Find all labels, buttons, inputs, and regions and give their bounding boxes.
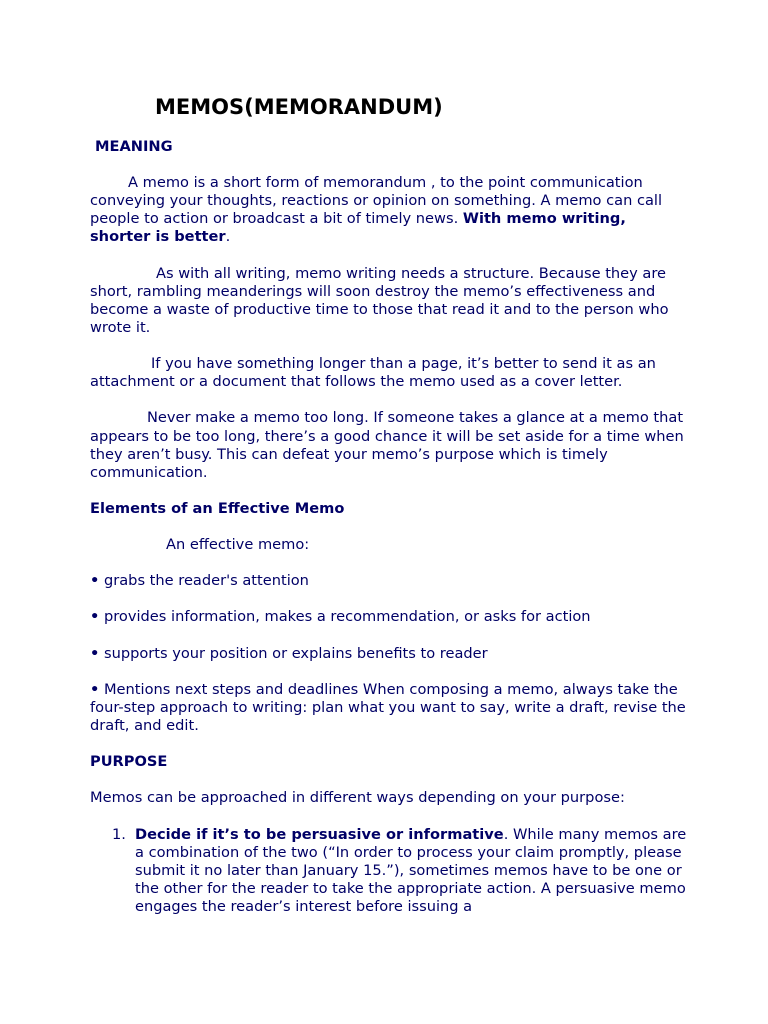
bullet-text: Mentions next steps and deadlines When composing a memo, always take the four-step approach to writing: plan what you want to say, write a draft, revise the draft, and edit.: [90, 680, 686, 734]
paragraph-definition-text: A memo is a short form of memorandum , to the point communication conveying your thoughts, reactions or opinion on something. A memo can call people to action or broadcast a bit of timely news.: [90, 174, 663, 228]
paragraph-definition-bold: With memo writing, shorter is better: [90, 210, 626, 246]
effective-memo-intro: An effective memo:: [166, 536, 310, 554]
purpose-intro: Memos can be approached in different ways depending on your purpose:: [90, 789, 625, 807]
paragraph-structure: As with all writing, memo writing needs a structure. Because they are short, rambling meanderings will soon destroy the memo’s effectiveness and become a waste of productive time to those that read it and to the person who wrote it.: [90, 264, 669, 336]
document-body: [90, 138, 690, 916]
bullet-text: grabs the reader's attention: [103, 572, 309, 590]
bullet-item: [90, 608, 690, 626]
purpose-heading: PURPOSE: [90, 753, 168, 771]
elements-heading: Elements of an Effective Memo: [90, 499, 345, 517]
bullet-icon: •: [90, 680, 100, 698]
numbered-list: [90, 826, 690, 916]
bullet-text: supports your position or explains benefits to reader: [103, 644, 488, 662]
paragraph-attachment: If you have something longer than a page, it’s better to send it as an attachment or a document that follows the memo used as a cover letter.: [90, 355, 656, 391]
paragraph-definition-end: .: [225, 228, 231, 246]
bullet-item: [90, 645, 690, 663]
list-item-text: . While many memos are a combination of the two (“In order to process your claim promptly, please submit it no later than January 15.”), sometimes memos have to be one or the other for the reader to take the appropriate action. A persuasive memo engages the reader’s interest before issuing a: [135, 825, 687, 915]
list-item-bold: Decide if it’s to be persuasive or informative: [135, 825, 504, 843]
bullet-item: [90, 572, 690, 590]
document-title: MEMOS(MEMORANDUM): [155, 95, 443, 119]
paragraph-length: Never make a memo too long. If someone takes a glance at a memo that appears to be too long, there’s a good chance it will be set aside for a time when they aren’t busy. This can defeat your memo’s purpose which is timely communication.: [90, 409, 684, 481]
bullet-icon: •: [90, 572, 100, 590]
list-item-number: 1.: [112, 825, 126, 843]
bullet-icon: •: [90, 644, 100, 662]
bullet-icon: •: [90, 608, 100, 626]
meaning-heading: MEANING: [95, 138, 173, 155]
bullet-text: provides information, makes a recommendation, or asks for action: [103, 608, 591, 626]
paragraph-definition: [90, 174, 690, 246]
bullet-item: [90, 681, 690, 735]
list-item: [90, 826, 690, 916]
